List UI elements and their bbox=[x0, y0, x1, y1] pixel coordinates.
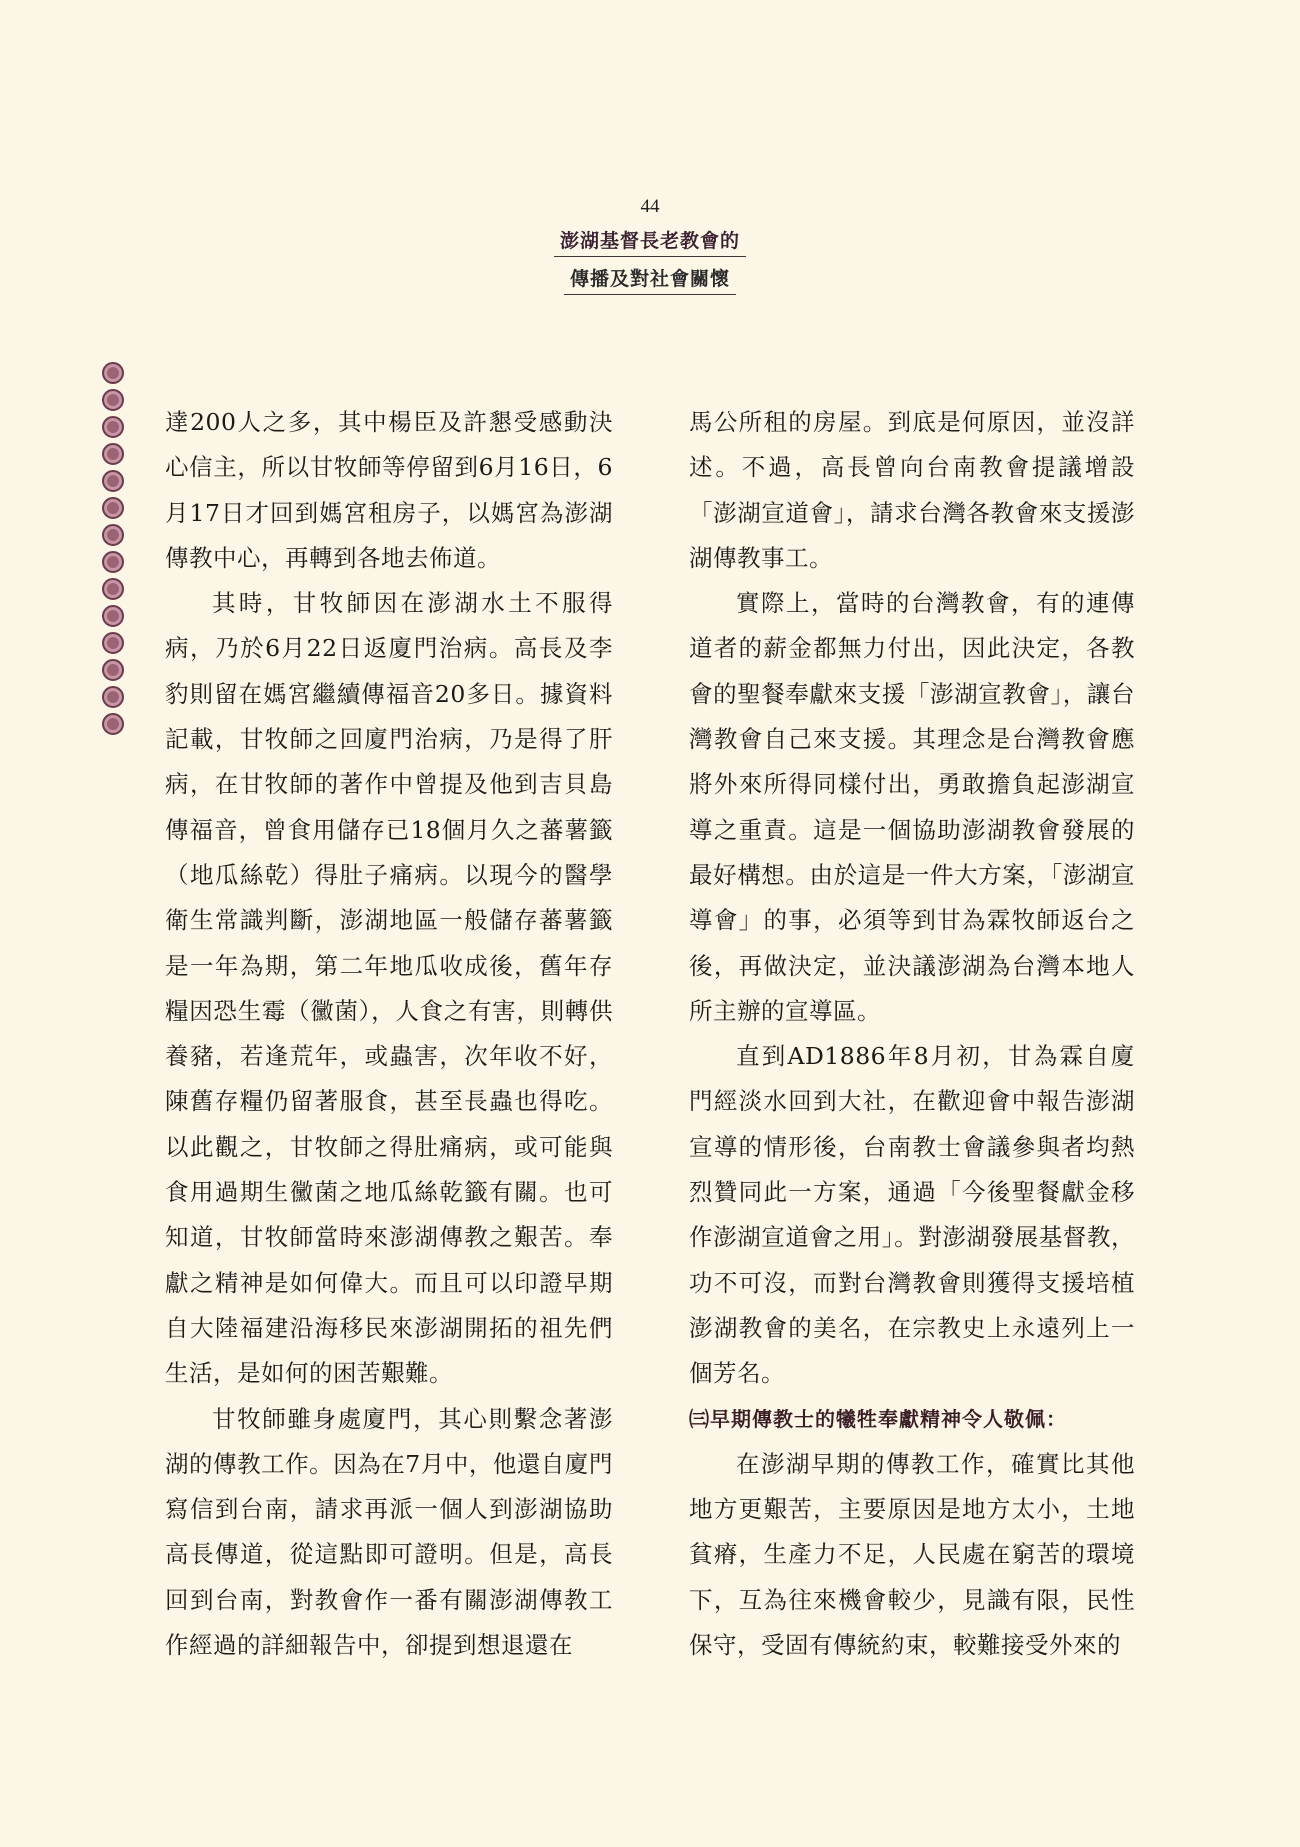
left-paragraph-2: 其時，甘牧師因在澎湖水土不服得病，乃於6月22日返廈門治病。高長及李豹則留在媽宮繼續傳福音20多日。據資料記載，甘牧師之回廈門治病，乃是得了肝病，在甘牧師的著作中曾提及他到吉貝島傳福音，曾食用儲存已18個月久之蕃薯籤（地瓜絲乾）得肚子痛病。以現今的醫學衛生常識判斷，澎湖地區一般儲存蕃薯籤是一年為期，第二年地瓜收成後，舊年存糧因恐生霉（黴菌），人食之有害，則轉供養豬，若逢荒年，或蟲害，次年收不好，陳舊存糧仍留著服食，甚至長蟲也得吃。以此觀之，甘牧師之得肚痛病，或可能與食用過期生黴菌之地瓜絲乾籤有關。也可知道，甘牧師當時來澎湖傳教之艱苦。奉獻之精神是如何偉大。而且可以印證早期自大陸福建沿海移民來澎湖開拓的祖先們生活，是如何的困苦艱難。 bbox=[165, 589, 613, 1388]
seal-stamp-icon bbox=[102, 497, 124, 519]
seal-stamp-icon bbox=[102, 686, 124, 708]
right-paragraph-3: 直到AD1886年8月初，甘為霖自廈門經淡水回到大社，在歡迎會中報告澎湖宣導的情形後，台南教士會議參與者均熱烈贊同此一方案，通過「今後聖餐獻金移作澎湖宣道會之用」。對澎湖發展基督教，功不可沒，而對台灣教會則獲得支援培植澎湖教會的美名，在宗教史上永遠列上一個芳名。 bbox=[689, 1042, 1135, 1388]
seal-stamp-icon bbox=[102, 416, 124, 438]
seal-stamp-icon bbox=[102, 578, 124, 600]
seal-stamp-icon bbox=[102, 362, 124, 384]
seal-stamp-icon bbox=[102, 632, 124, 654]
seal-stamp-icon bbox=[102, 551, 124, 573]
title-line2-text: 傳播及對社會關懷 bbox=[564, 264, 736, 295]
left-paragraph-3: 甘牧師雖身處廈門，其心則繫念著澎湖的傳教工作。因為在7月中，他還自廈門寫信到台南，請求再派一個人到澎湖協助高長傳道，從這點即可證明。但是，高長回到台南，對教會作一番有關澎湖傳教工作經過的詳細報告中，卻提到想退還在 bbox=[165, 1404, 613, 1660]
left-column bbox=[165, 400, 613, 1668]
seal-stamp-icon bbox=[102, 389, 124, 411]
section-heading: ㈢早期傳教士的犧牲奉獻精神令人敬佩： bbox=[689, 1406, 1067, 1431]
seal-stamp-icon bbox=[102, 713, 124, 735]
seal-stamp-icon bbox=[102, 524, 124, 546]
right-column bbox=[689, 400, 1135, 1668]
decorative-seal-column bbox=[102, 362, 128, 740]
left-paragraph-1: 達200人之多，其中楊臣及許懇受感動決心信主，所以甘牧師等停留到6月16日，6月17日才回到媽宮租房子，以媽宮為澎湖傳教中心，再轉到各地去佈道。 bbox=[165, 408, 613, 572]
right-paragraph-1: 馬公所租的房屋。到底是何原因，並沒詳述。不過，高長曾向台南教會提議增設「澎湖宣道會」，請求台灣各教會來支援澎湖傳教事工。 bbox=[689, 408, 1135, 572]
seal-stamp-icon bbox=[102, 443, 124, 465]
right-paragraph-4: 在澎湖早期的傳教工作，確實比其他地方更艱苦，主要原因是地方太小，土地貧瘠，生產力不足，人民處在窮苦的環境下，互為往來機會較少，見識有限，民性保守，受固有傳統約束，較難接受外來的 bbox=[689, 1449, 1135, 1660]
seal-stamp-icon bbox=[102, 659, 124, 681]
header-title-line1 bbox=[0, 226, 1300, 257]
seal-stamp-icon bbox=[102, 470, 124, 492]
page-number: 44 bbox=[640, 196, 660, 217]
title-line1-text: 澎湖基督長老教會的 bbox=[554, 226, 746, 257]
right-paragraph-2: 實際上，當時的台灣教會，有的連傳道者的薪金都無力付出，因此決定，各教會的聖餐奉獻來支援「澎湖宣教會」，讓台灣教會自己來支援。其理念是台灣教會應將外來所得同樣付出，勇敢擔負起澎湖宣導之重責。這是一個協助澎湖教會發展的最好構想。由於這是一件大方案，「澎湖宣導會」的事，必須等到甘為霖牧師返台之後，再做決定，並決議澎湖為台灣本地人所主辦的宣導區。 bbox=[689, 589, 1135, 1025]
header-title-line2 bbox=[0, 264, 1300, 295]
seal-stamp-icon bbox=[102, 605, 124, 627]
